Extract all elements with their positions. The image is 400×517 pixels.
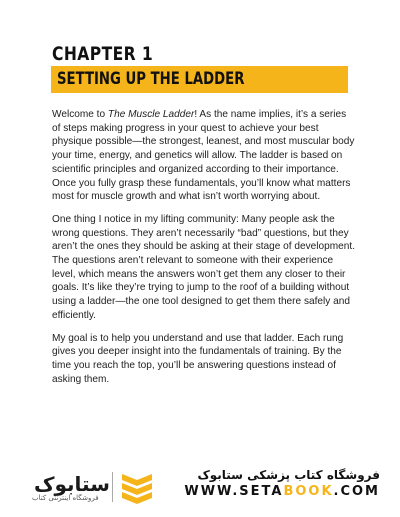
chevron-stack-icon — [120, 470, 154, 504]
chapter-title-bar — [51, 66, 348, 93]
paragraph-2: One thing I notice in my lifting community: Many people ask the wrong questions. They aren’t necessarily “bad” questions, but they aren’t the ones they should be asking at their stage of development. The questions aren’t relevant to someone with their experience level, which means the answers won’t get them any closer to their goals. It’s like they’re trying to jump to the roof of a building without using a ladder—the one tool designed to get them there safely and efficiently. — [52, 213, 356, 321]
paragraph-3: My goal is to help you understand and use that ladder. Each rung gives you deeper insight into the fundamentals of training. By the time you reach the top, you’ll be answering questions instead of asking them. — [52, 332, 344, 385]
logo-brand: ستابوک — [34, 472, 110, 496]
logo-divider — [112, 472, 113, 502]
store-url[interactable] — [184, 484, 380, 499]
logo-subtitle: فروشگاه اینترنتی کتاب — [32, 494, 99, 502]
url-accent: BOOK — [283, 484, 334, 499]
footer-store-info — [184, 468, 380, 499]
paragraph-1-intro: Welcome to — [52, 109, 108, 120]
chapter-label: CHAPTER 1 — [52, 43, 154, 65]
store-name: فروشگاه کتاب پزشکی ستابوک — [197, 468, 380, 482]
chapter-title: SETTING UP THE LADDER — [57, 69, 245, 89]
chapter-body — [52, 108, 355, 395]
book-title: The Muscle Ladder — [107, 109, 195, 120]
url-prefix: WWW.SETA — [184, 484, 284, 499]
footer-logo — [14, 470, 174, 506]
paragraph-1 — [52, 108, 355, 204]
paragraph-1-rest: ! As the name implies, it’s a series of steps making progress in your quest to achieve your best physique possible—the strongest, leanest, and most muscular body your time, energy, and genetics will allow. The ladder is based on scientific principles and organized according to their importance. Once you fully grasp these fundamentals, you’ll know what matters most for muscle growth and what isn’t worth worrying about. — [52, 109, 355, 203]
url-suffix: .COM — [333, 484, 380, 499]
